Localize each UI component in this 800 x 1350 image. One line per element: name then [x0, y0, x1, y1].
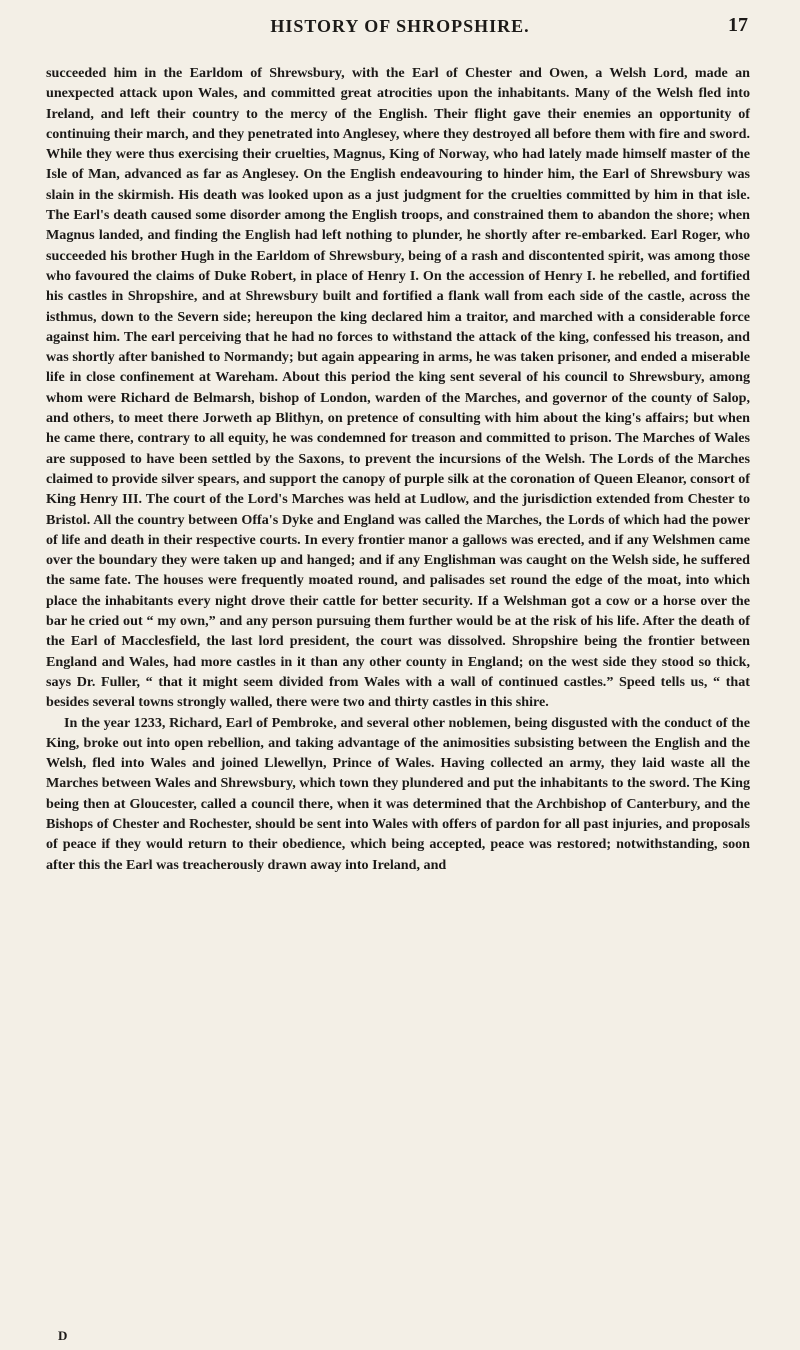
page-header	[0, 12, 800, 42]
page-number: 17	[728, 14, 748, 36]
paragraph: succeeded him in the Earldom of Shrewsbury, with the Earl of Chester and Owen, a Welsh Lord, made an unexpected attack upon Wales, and committed great atrocities upon the inhabitants. Many of the Welsh fled into Ireland, and left their country to the mercy of the English. Their flight gave their enemies an opportunity of continuing their march, and they penetrated into Anglesey, where they destroyed all before them with fire and sword. While they were thus exercising their cruelties, Magnus, King of Norway, who had lately made himself master of the Isle of Man, advanced as far as Anglesey. On the English endeavouring to hinder him, the Earl of Shrewsbury was slain in the skirmish. His death was looked upon as a just judgment for the cruelties committed by him in that isle. The Earl's death caused some disorder among the English troops, and constrained them to abandon the shore; when Magnus landed, and finding the English had left nothing to plunder, he shortly after re-embarked. Earl Roger, who succeeded his brother Hugh in the Earldom of Shrewsbury, being of a rash and discontented spirit, was among those who favoured the claims of Duke Robert, in place of Henry I. On the accession of Henry I. he rebelled, and fortified his castles in Shropshire, and at Shrewsbury built and fortified a flank wall from each side of the castle, across the isthmus, down to the Severn side; hereupon the king declared him a traitor, and marched with a considerable force against him. The earl perceiving that he had no forces to withstand the attack of the king, confessed his treason, and was shortly after banished to Normandy; but again appearing in arms, he was taken prisoner, and ended a miserable life in close confinement at Wareham. About this period the king sent several of his council to Shrewsbury, among whom were Richard de Belmarsh, bishop of London, warden of the Marches, and governor of the county of Salop, and others, to meet there Jorweth ap Blithyn, on pretence of consulting with him about the king's affairs; but when he came there, contrary to all equity, he was condemned for treason and committed to prison. The Marches of Wales are supposed to have been settled by the Saxons, to prevent the incursions of the Welsh. The Lords of the Marches claimed to provide silver spears, and support the canopy of purple silk at the coronation of Queen Eleanor, consort of King Henry III. The court of the Lord's Marches was held at Ludlow, and the jurisdiction extended from Chester to Bristol. All the country between Offa's Dyke and England was called the Marches, the Lords of which had the power of life and death in their respective courts. In every frontier manor a gallows was erected, and if any Welshmen came over the boundary they were taken up and hanged; and if any Englishman was caught on the Welsh side, he suffered the same fate. The houses were frequently moated round, and palisades set round the edge of the moat, into which place the inhabitants every night drove their cattle for better security. If a Welshman got a cow or a horse over the bar he cried out “ my own,” and any person pursuing them further would be at the risk of his life. After the death of the Earl of Macclesfield, the last lord president, the court was dissolved. Shropshire being the frontier between England and Wales, had more castles in it than any other county in England; on the west side they stood so thick, says Dr. Fuller, “ that it might seem divided from Wales with a wall of continued castles.” Speed tells us, “ that besides several towns strongly walled, there were two and thirty castles in this shire.	[46, 65, 750, 711]
running-title: HISTORY OF SHROPSHIRE.	[270, 16, 530, 36]
paragraph: In the year 1233, Richard, Earl of Pembroke, and several other noblemen, being disgusted with the conduct of the King, broke out into open rebellion, and taking advantage of the animosities subsisting between the English and the Welsh, fled into Wales and joined Llewellyn, Prince of Wales. Having collected an army, they laid waste all the Marches between Wales and Shrewsbury, which town they plundered and put the inhabitants to the sword. The King being then at Gloucester, called a council there, when it was determined that the Archbishop of Canterbury, and the Bishops of Chester and Rochester, should be sent into Wales with offers of pardon for all past injuries, and proposals of peace if they would return to their obedience, which being accepted, peace was restored; notwithstanding, soon after this the Earl was treacherously drawn away into Ireland, and	[46, 714, 750, 873]
signature-mark: D	[58, 1328, 68, 1343]
body-text	[46, 63, 750, 875]
